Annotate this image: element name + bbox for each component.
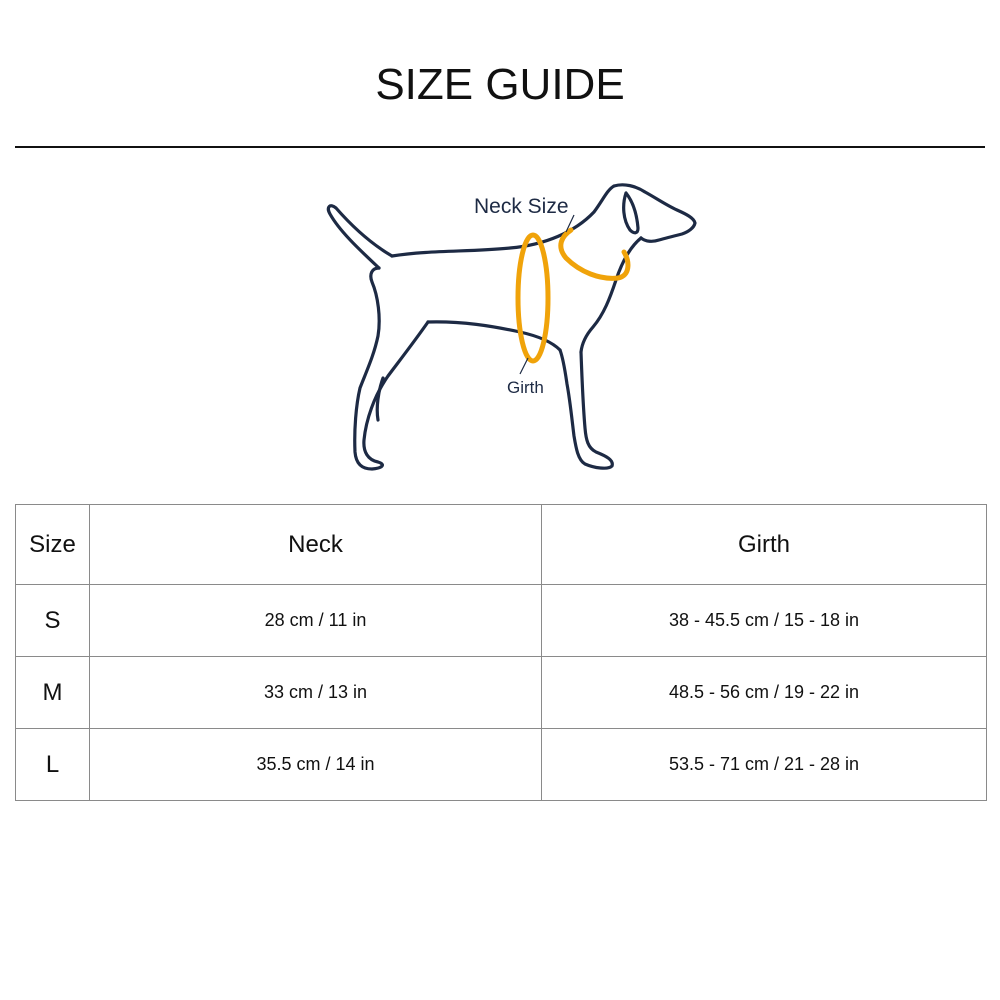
girth-cell: 53.5 - 71 cm / 21 - 28 in: [542, 729, 987, 801]
table-row: [16, 657, 987, 729]
size-table: [15, 504, 987, 801]
size-cell: L: [16, 729, 90, 801]
girth-cell: 38 - 45.5 cm / 15 - 18 in: [542, 585, 987, 657]
page-title: SIZE GUIDE: [375, 60, 625, 109]
girth-measure-loop: [518, 235, 548, 361]
neck-size-label: Neck Size: [474, 195, 569, 218]
neck-cell: 33 cm / 13 in: [90, 657, 542, 729]
table-header-row: [16, 505, 987, 585]
title-divider: [15, 146, 985, 148]
header-girth: Girth: [542, 505, 987, 585]
size-cell: M: [16, 657, 90, 729]
neck-cell: 28 cm / 11 in: [90, 585, 542, 657]
table-row: [16, 585, 987, 657]
neck-cell: 35.5 cm / 14 in: [90, 729, 542, 801]
dog-outline-icon: [328, 185, 695, 469]
girth-label: Girth: [507, 378, 544, 397]
header-size: Size: [16, 505, 90, 585]
table-row: [16, 729, 987, 801]
dog-measurement-illustration: [300, 170, 720, 480]
girth-cell: 48.5 - 56 cm / 19 - 22 in: [542, 657, 987, 729]
size-cell: S: [16, 585, 90, 657]
header-neck: Neck: [90, 505, 542, 585]
